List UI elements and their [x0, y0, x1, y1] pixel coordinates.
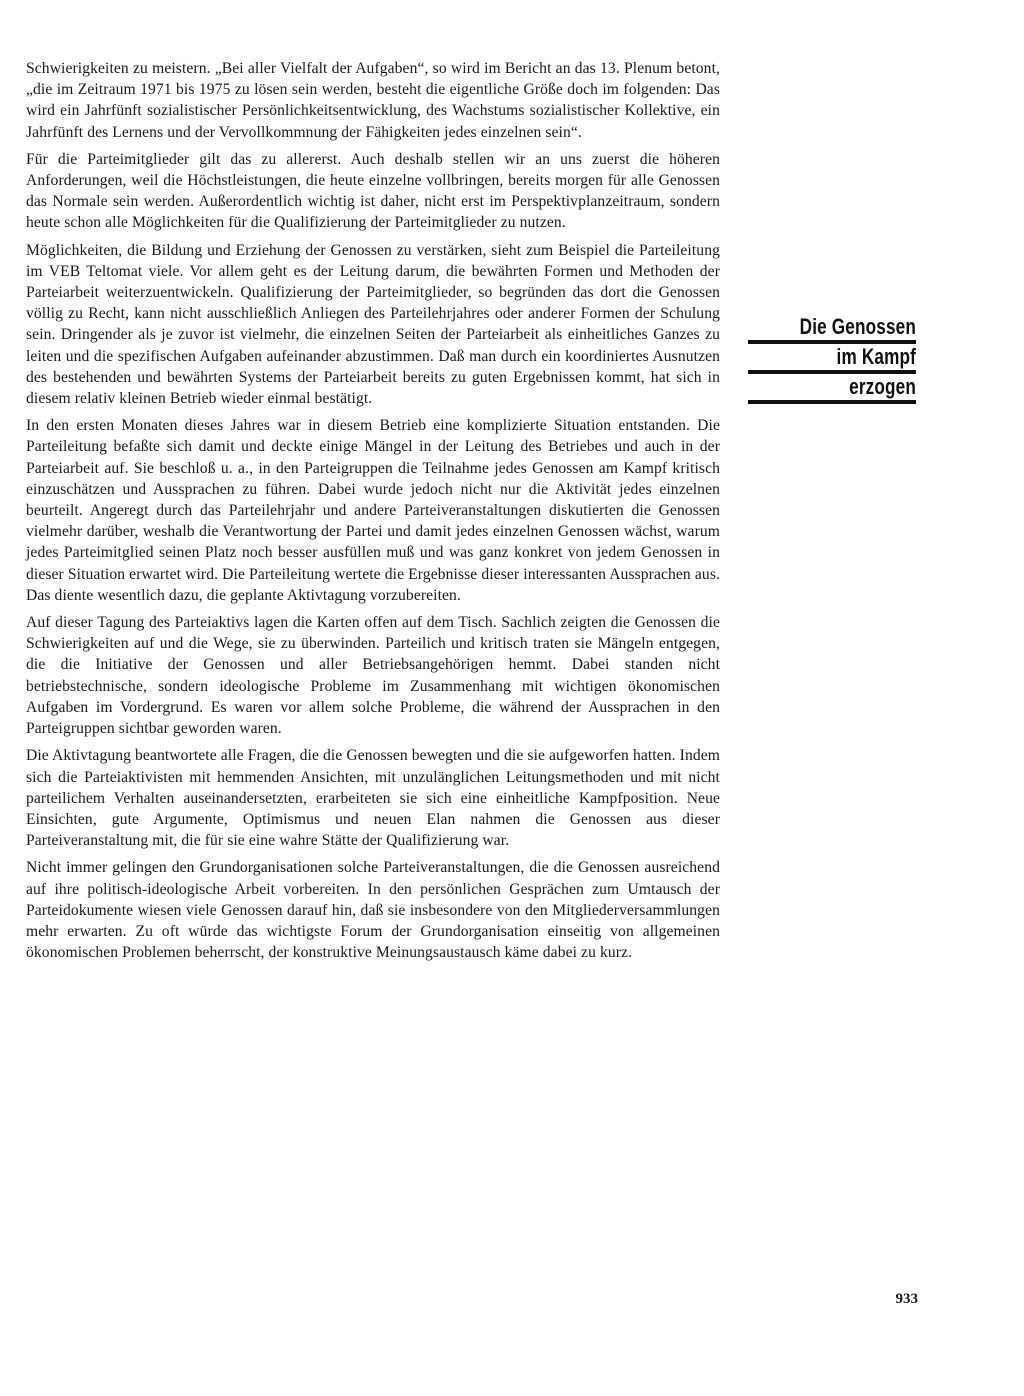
paragraph-3: Möglichkeiten, die Bildung und Erziehung der Genossen zu verstärken, sieht zum Beispiel die Parteileitung im VEB Teltomat viele. Vor allem geht es der Leitung darum, die bewährten Formen und Methoden der Parteiarbeit weiterzuentwickeln. Qualifizierung der Parteimitglieder, so begründen das dort die Genossen völlig zu Recht, kann nicht ausschließlich Anliegen des Parteilehrjahres oder anderer Formen der Schulung sein. Dringender als je zuvor ist vielmehr, die einzelnen Seiten der Parteiarbeit als einheitliches Ganzes zu leiten und die spezifischen Aufgaben aufeinander abzustimmen. Daß man durch ein koordiniertes Ausnutzen des bestehenden und bewährten Systems der Parteiarbeit bereits zu guten Ergebnissen kommt, hat sich in diesem relativ kleinen Betrieb wieder einmal bestätigt. — [26, 241, 720, 408]
margin-heading-rule-3 — [748, 400, 916, 404]
paragraph-5: Auf dieser Tagung des Parteiaktivs lagen die Karten offen auf dem Tisch. Sachlich zeigten die Genossen die Schwierigkeiten auf und die Wege, sie zu überwinden. Parteilich und kritisch traten sie Mängeln entgegen, die die Initiative der Genossen und aller Betriebsangehörigen hemmt. Dabei standen nicht betriebstechnische, sondern ideologische Probleme im Zusammenhang mit wichtigen ökonomischen Aufgaben im Vordergrund. Es waren vor allem solche Probleme, die während der Aussprachen in den Parteigruppen sichtbar geworden waren. — [26, 614, 720, 738]
margin-heading-line-1: Die Genossen — [799, 314, 916, 339]
paragraph-2: Für die Parteimitglieder gilt das zu allererst. Auch deshalb stellen wir an uns zuerst die höheren Anforderungen, weil die Höchstleistungen, die heute einzelne vollbringen, bereits morgen für alle Genossen das Normale sein werden. Außerordentlich wichtig ist daher, nicht erst im Perspektivplanzeitraum, sondern heute schon alle Möglichkeiten für die Qualifizierung der Parteimitglieder zu nutzen. — [26, 150, 720, 232]
page-number: 933 — [895, 1291, 918, 1307]
paragraph-1: Schwierigkeiten zu meistern. „Bei aller Vielfalt der Aufgaben“, so wird im Bericht an das 13. Plenum betont, „die im Zeitraum 1971 bis 1975 zu lösen sein werden, besteht die eigentliche Größe doch im folgenden: Das wird ein Jahrfünft sozialistischer Persönlichkeitsentwicklung, des Wachstums sozialistischer Kollektive, ein Jahrfünft des Lernens und der Vervollkommnung der Fähigkeiten jedes einzelnen sein“. — [26, 60, 720, 141]
margin-heading — [748, 312, 916, 404]
margin-heading-line-2: im Kampf — [836, 344, 916, 369]
paragraph-7: Nicht immer gelingen den Grundorganisationen solche Parteiveranstaltungen, die die Genossen ausreichend auf ihre politisch-ideologische Arbeit vorbereiten. In den persönlichen Gesprächen zum Umtausch der Parteidokumente wiesen viele Genossen darauf hin, daß sie insbesondere von den Mitgliederversammlungen mehr erwarten. Zu oft würde das wichtigste Forum der Grundorganisation einseitig von allgemeinen ökonomischen Problemen beherrscht, der konstruktive Meinungsaustausch käme dabei zu kurz. — [26, 859, 720, 962]
paragraph-6: Die Aktivtagung beantwortete alle Fragen, die die Genossen bewegten und die sie aufgeworfen hatten. Indem sich die Parteiaktivisten mit hemmenden Ansichten, mit unzulänglichen Leitungsmethoden und mit nicht parteilichem Verhalten auseinandersetzten, erarbeiteten sie sich eine einheitliche Kampfposition. Neue Einsichten, gute Argumente, Optimismus und neuen Elan nahmen die Genossen aus dieser Parteiveranstaltung mit, die für sie eine wahre Stätte der Qualifizierung war. — [26, 747, 720, 850]
main-text-column — [26, 58, 720, 969]
margin-heading-line-3: erzogen — [849, 374, 916, 399]
paragraph-4: In den ersten Monaten dieses Jahres war in diesem Betrieb eine komplizierte Situation entstanden. Die Parteileitung befaßte sich damit und deckte einige Mängel in der Leitung des Betriebes und auch in der Parteiarbeit auf. Sie beschloß u. a., in den Parteigruppen die Teilnahme jedes Genossen am Kampf kritisch einzuschätzen und Aussprachen zu führen. Dabei wurde jedoch nicht nur die Aktivität jedes einzelnen beurteilt. Angeregt durch das Parteilehrjahr und andere Parteiveranstaltungen diskutierten die Genossen vielmehr darüber, weshalb die Verantwortung der Partei und damit jedes einzelnen Genossen wächst, warum jedes Parteimitglied seinen Platz noch besser ausfüllen muß und was ganz konkret von jedem Genossen in dieser Situation erwartet wird. Die Parteileitung wertete die Ergebnisse dieser interessanten Aussprachen aus. Das diente wesentlich dazu, die geplante Aktivtagung vorzubereiten. — [26, 417, 720, 604]
